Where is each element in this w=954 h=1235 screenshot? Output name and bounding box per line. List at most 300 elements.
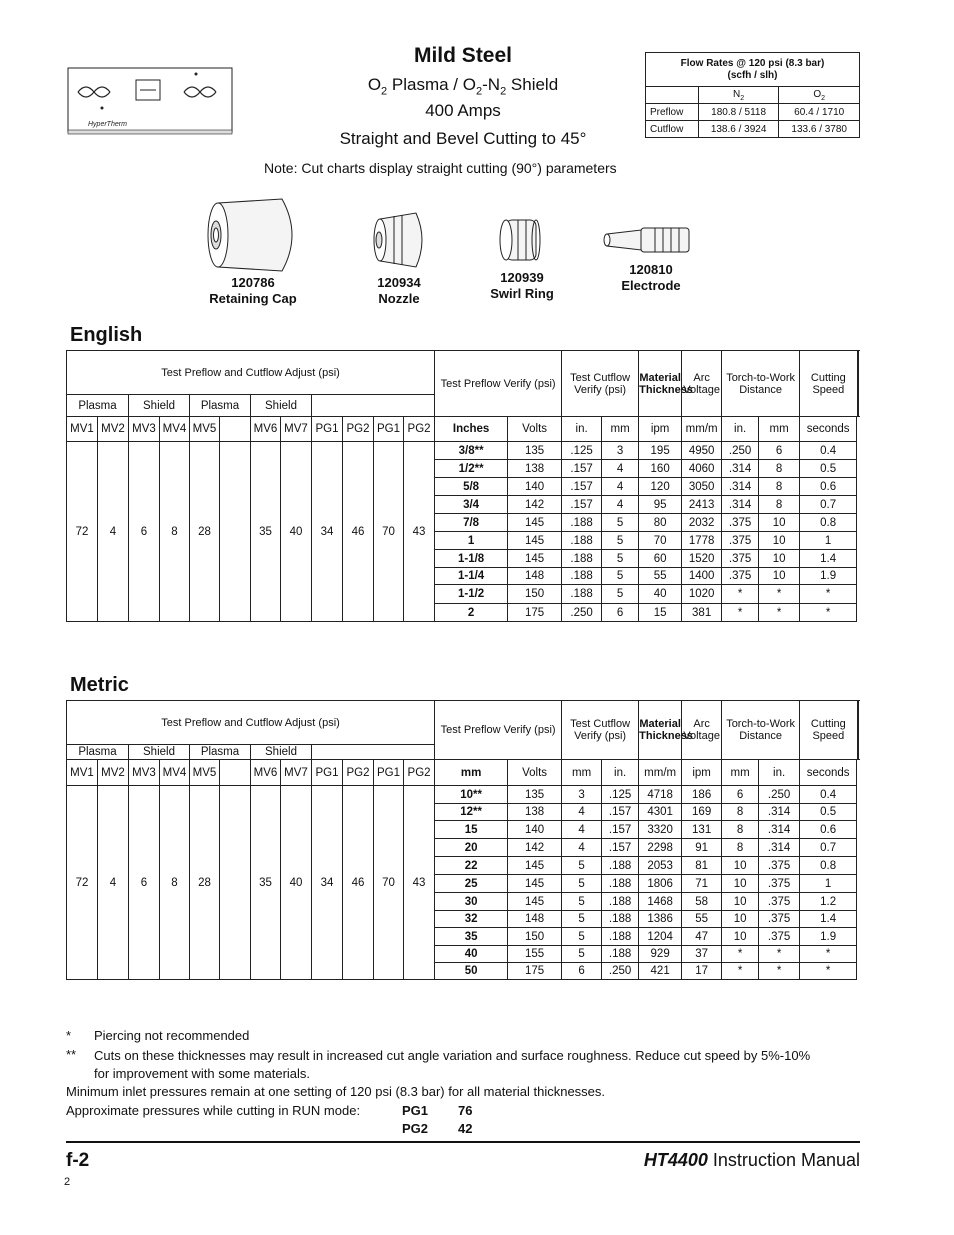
voltage-cell: 150 bbox=[508, 928, 562, 946]
pierce-cell: 0.5 bbox=[800, 804, 857, 821]
iph-cell: 10 bbox=[722, 857, 759, 875]
material-header: Material Thickness bbox=[639, 351, 682, 417]
ttw-cell: .157 bbox=[602, 804, 639, 821]
iph-cell: .314 bbox=[722, 496, 759, 514]
volts-unit: Volts bbox=[508, 760, 562, 786]
setting-blank bbox=[220, 786, 251, 980]
flow-rates-table bbox=[645, 52, 860, 138]
page-number: 2 bbox=[64, 1176, 71, 1188]
ttw-cell: .188 bbox=[562, 550, 602, 568]
voltage-cell: 175 bbox=[508, 604, 562, 622]
n-text: -N bbox=[482, 75, 501, 94]
speed-cell: 1204 bbox=[639, 928, 682, 946]
pierce-cell: 1.2 bbox=[800, 893, 857, 911]
speed-cell: 4950 bbox=[682, 442, 722, 460]
ttw-cell: .157 bbox=[562, 478, 602, 496]
iph-cell: 10 bbox=[759, 514, 800, 532]
flow-row-preflow bbox=[646, 104, 860, 121]
manual-rest: Instruction Manual bbox=[707, 1150, 860, 1170]
flow-n2: 180.8 / 5118 bbox=[698, 104, 779, 121]
pg-spacer bbox=[312, 395, 435, 417]
speed-cell: 58 bbox=[682, 893, 722, 911]
mv6-header: MV6 bbox=[251, 417, 281, 442]
thickness-cell: 32 bbox=[435, 911, 508, 928]
iph-cell: .375 bbox=[722, 532, 759, 550]
speed-cell: 2298 bbox=[639, 839, 682, 857]
speed-cell: 1386 bbox=[639, 911, 682, 928]
setting-mv5: 28 bbox=[190, 786, 220, 980]
speed-cell: 81 bbox=[682, 857, 722, 875]
speed-cell: 91 bbox=[682, 839, 722, 857]
part-number: 120939 bbox=[500, 270, 544, 285]
setting-mv5: 28 bbox=[190, 442, 220, 622]
ttw-cell: 6 bbox=[562, 963, 602, 980]
shield-text: Shield bbox=[506, 75, 559, 94]
part-number: 120786 bbox=[231, 275, 275, 290]
part-nozzle bbox=[354, 205, 444, 307]
pg2-header: PG2 bbox=[343, 760, 374, 786]
volts-unit: Volts bbox=[508, 417, 562, 442]
voltage-cell: 150 bbox=[508, 585, 562, 604]
part-name: Retaining Cap bbox=[209, 291, 297, 306]
plasma-group-header: Plasma bbox=[67, 395, 129, 417]
setting-mv1: 72 bbox=[67, 786, 98, 980]
footnote-star-mark: * bbox=[66, 1028, 72, 1043]
ttw-cell: 5 bbox=[602, 568, 639, 585]
speed-cell: 15 bbox=[639, 604, 682, 622]
plasma-group-header: Plasma bbox=[190, 395, 251, 417]
iph-cell: * bbox=[759, 604, 800, 622]
speed-header: Cutting Speed bbox=[800, 351, 857, 417]
thickness-cell: 2 bbox=[435, 604, 508, 622]
speed-cell: 1806 bbox=[639, 875, 682, 893]
mv6-header: MV6 bbox=[251, 760, 281, 786]
iph-cell: .375 bbox=[722, 514, 759, 532]
thickness-cell: 25 bbox=[435, 875, 508, 893]
setting-mv2: 4 bbox=[98, 786, 129, 980]
speed-unit: mm/m bbox=[639, 760, 682, 786]
part-number: 120934 bbox=[377, 275, 421, 290]
speed-cell: 3320 bbox=[639, 821, 682, 839]
swirl-ring-icon bbox=[492, 210, 552, 270]
flow-o2: 133.6 / 3780 bbox=[779, 121, 860, 138]
ttw-cell: .125 bbox=[562, 442, 602, 460]
ttw-cell: .188 bbox=[602, 911, 639, 928]
ttw-unit: in. bbox=[562, 417, 602, 442]
speed-cell: 131 bbox=[682, 821, 722, 839]
mv1-header: MV1 bbox=[67, 760, 98, 786]
setting-pg2a: 46 bbox=[343, 442, 374, 622]
mv2-header: MV2 bbox=[98, 417, 129, 442]
ttw-cell: 5 bbox=[602, 550, 639, 568]
o2-text: O bbox=[813, 88, 822, 100]
voltage-cell: 142 bbox=[508, 496, 562, 514]
iph-cell: * bbox=[759, 946, 800, 963]
iph-unit: mm bbox=[722, 760, 759, 786]
iph-cell: .314 bbox=[722, 460, 759, 478]
ttw-cell: .250 bbox=[562, 604, 602, 622]
pg2-label: PG2 bbox=[402, 1121, 429, 1136]
pierce-cell: 1.9 bbox=[800, 928, 857, 946]
iph-cell: 8 bbox=[759, 478, 800, 496]
footnote-star-text: Piercing not recommended bbox=[94, 1028, 250, 1043]
test-adjust-header: Test Preflow and Cutflow Adjust (psi) bbox=[67, 351, 435, 395]
ttw-cell: .157 bbox=[562, 496, 602, 514]
voltage-cell: 140 bbox=[508, 821, 562, 839]
iph-cell: 10 bbox=[722, 893, 759, 911]
section-metric: Metric bbox=[70, 674, 129, 696]
speed-unit: mm/m bbox=[682, 417, 722, 442]
speed-cell: 169 bbox=[682, 804, 722, 821]
ttw-cell: 5 bbox=[562, 893, 602, 911]
ttw-cell: 5 bbox=[562, 857, 602, 875]
table-row bbox=[67, 442, 859, 460]
material-header: Material Thickness bbox=[639, 701, 682, 760]
thickness-unit: Inches bbox=[435, 417, 508, 442]
setting-mv3: 6 bbox=[129, 442, 160, 622]
thickness-cell: 5/8 bbox=[435, 478, 508, 496]
speed-cell: 195 bbox=[639, 442, 682, 460]
ttw-cell: .188 bbox=[562, 568, 602, 585]
voltage-cell: 138 bbox=[508, 460, 562, 478]
thickness-cell: 35 bbox=[435, 928, 508, 946]
plasma-group-header: Plasma bbox=[67, 745, 129, 760]
speed-cell: 3050 bbox=[682, 478, 722, 496]
test-preflow-header: Test Preflow Verify (psi) bbox=[435, 351, 562, 417]
iph-cell: 10 bbox=[722, 875, 759, 893]
thickness-cell: 1 bbox=[435, 532, 508, 550]
metric-cut-table bbox=[66, 700, 859, 980]
setting-mv1: 72 bbox=[67, 442, 98, 622]
ttw-cell: .125 bbox=[602, 786, 639, 804]
ttw-cell: 4 bbox=[602, 460, 639, 478]
voltage-cell: 145 bbox=[508, 550, 562, 568]
page-title: Mild Steel bbox=[413, 44, 513, 67]
plasma-group-header: Plasma bbox=[190, 745, 251, 760]
setting-mv7: 40 bbox=[281, 786, 312, 980]
thickness-cell: 50 bbox=[435, 963, 508, 980]
voltage-cell: 148 bbox=[508, 568, 562, 585]
flow-o2: 60.4 / 1710 bbox=[779, 104, 860, 121]
thickness-cell: 12** bbox=[435, 804, 508, 821]
pierce-cell: 0.5 bbox=[800, 460, 857, 478]
mv3-header: MV3 bbox=[129, 417, 160, 442]
test-cutflow-header: Test Cutflow Verify (psi) bbox=[562, 701, 639, 760]
ttw-cell: 5 bbox=[602, 514, 639, 532]
ttw-cell: .188 bbox=[562, 585, 602, 604]
plasma-text: Plasma / O bbox=[387, 75, 476, 94]
flow-label: Cutflow bbox=[646, 121, 699, 138]
ttw-cell: 4 bbox=[562, 839, 602, 857]
ttw-cell: 4 bbox=[562, 821, 602, 839]
voltage-cell: 145 bbox=[508, 857, 562, 875]
setting-mv6: 35 bbox=[251, 442, 281, 622]
pierce-cell: 1 bbox=[800, 532, 857, 550]
arc-voltage-header: Arc Voltage bbox=[682, 351, 722, 417]
test-adjust-header: Test Preflow and Cutflow Adjust (psi) bbox=[67, 701, 435, 745]
iph-cell: .375 bbox=[759, 857, 800, 875]
footnote-approx-pressures: Approximate pressures while cutting in RUN mode: bbox=[66, 1103, 361, 1118]
n2-text: N bbox=[733, 88, 741, 100]
english-cut-table bbox=[66, 350, 859, 622]
subscript: 2 bbox=[475, 85, 483, 98]
speed-cell: 47 bbox=[682, 928, 722, 946]
part-name: Nozzle bbox=[378, 291, 420, 306]
thickness-cell: 3/4 bbox=[435, 496, 508, 514]
setting-pg1b: 70 bbox=[374, 786, 404, 980]
iph-cell: .375 bbox=[759, 911, 800, 928]
ttw-cell: 5 bbox=[562, 875, 602, 893]
footnote-min-inlet: Minimum inlet pressures remain at one setting of 120 psi (8.3 bar) for all material thicknesses. bbox=[66, 1084, 606, 1099]
voltage-cell: 148 bbox=[508, 911, 562, 928]
ttw-cell: 5 bbox=[562, 928, 602, 946]
ttw-cell: .188 bbox=[602, 893, 639, 911]
setting-pg2b: 43 bbox=[404, 786, 435, 980]
iph-cell: 10 bbox=[759, 532, 800, 550]
iph-cell: 8 bbox=[722, 839, 759, 857]
ttw-header: Torch-to-Work Distance bbox=[722, 701, 800, 760]
pg1-header: PG1 bbox=[374, 417, 404, 442]
ttw-unit: mm bbox=[562, 760, 602, 786]
ttw-cell: 6 bbox=[602, 604, 639, 622]
voltage-cell: 145 bbox=[508, 514, 562, 532]
page-id: f-2 bbox=[66, 1150, 90, 1171]
flow-title-text: Flow Rates @ 120 psi (8.3 bar) bbox=[680, 57, 825, 69]
iph-cell: .250 bbox=[759, 786, 800, 804]
iph-unit: mm bbox=[759, 417, 800, 442]
speed-cell: 1520 bbox=[682, 550, 722, 568]
speed-cell: 60 bbox=[639, 550, 682, 568]
thickness-cell: 1-1/2 bbox=[435, 585, 508, 604]
pg2-header: PG2 bbox=[343, 417, 374, 442]
setting-mv2: 4 bbox=[98, 442, 129, 622]
subscript: 2 bbox=[821, 94, 826, 102]
thickness-cell: 20 bbox=[435, 839, 508, 857]
pierce-cell: * bbox=[800, 946, 857, 963]
subscript: 2 bbox=[381, 85, 388, 98]
seconds-unit: seconds bbox=[800, 417, 857, 442]
mv7-header: MV7 bbox=[281, 760, 312, 786]
pierce-cell: 0.7 bbox=[800, 496, 857, 514]
test-cutflow-header: Test Cutflow Verify (psi) bbox=[562, 351, 639, 417]
iph-cell: 6 bbox=[759, 442, 800, 460]
flow-label: Preflow bbox=[646, 104, 699, 121]
thickness-cell: 15 bbox=[435, 821, 508, 839]
voltage-cell: 140 bbox=[508, 478, 562, 496]
thickness-cell: 1-1/8 bbox=[435, 550, 508, 568]
ttw-cell: .188 bbox=[562, 532, 602, 550]
speed-cell: 160 bbox=[639, 460, 682, 478]
setting-pg1a: 34 bbox=[312, 786, 343, 980]
pg2-header: PG2 bbox=[404, 417, 435, 442]
subscript: 2 bbox=[740, 94, 745, 102]
setting-mv4: 8 bbox=[160, 786, 190, 980]
part-electrode bbox=[596, 218, 706, 294]
iph-cell: .314 bbox=[759, 821, 800, 839]
footer-rule bbox=[66, 1141, 860, 1143]
setting-pg2b: 43 bbox=[404, 442, 435, 622]
iph-cell: * bbox=[759, 585, 800, 604]
section-english: English bbox=[70, 324, 143, 346]
nozzle-icon bbox=[364, 205, 434, 275]
iph-cell: 8 bbox=[722, 804, 759, 821]
ttw-cell: .188 bbox=[602, 928, 639, 946]
flow-n2: 138.6 / 3924 bbox=[698, 121, 779, 138]
table-row bbox=[67, 786, 859, 804]
pg1-value: 76 bbox=[458, 1103, 473, 1118]
mv1-header: MV1 bbox=[67, 417, 98, 442]
iph-cell: 6 bbox=[722, 786, 759, 804]
iph-cell: .314 bbox=[759, 804, 800, 821]
setting-mv6: 35 bbox=[251, 786, 281, 980]
speed-cell: 55 bbox=[682, 911, 722, 928]
pierce-cell: 1.9 bbox=[800, 568, 857, 585]
speed-cell: 4718 bbox=[639, 786, 682, 804]
thickness-cell: 1-1/4 bbox=[435, 568, 508, 585]
pierce-cell: 0.4 bbox=[800, 442, 857, 460]
thickness-cell: 40 bbox=[435, 946, 508, 963]
iph-cell: * bbox=[722, 585, 759, 604]
ttw-cell: .188 bbox=[602, 946, 639, 963]
iph-cell: * bbox=[722, 963, 759, 980]
flow-col-n2 bbox=[698, 87, 779, 104]
pierce-cell: * bbox=[800, 585, 857, 604]
iph-cell: * bbox=[722, 604, 759, 622]
setting-mv7: 40 bbox=[281, 442, 312, 622]
speed-cell: 2413 bbox=[682, 496, 722, 514]
manual-brand: HT4400 bbox=[643, 1150, 708, 1170]
pierce-cell: * bbox=[800, 963, 857, 980]
speed-cell: 95 bbox=[639, 496, 682, 514]
ttw-cell: .157 bbox=[602, 839, 639, 857]
speed-cell: 4301 bbox=[639, 804, 682, 821]
pierce-cell: 1.4 bbox=[800, 550, 857, 568]
mv-blank bbox=[220, 760, 251, 786]
seconds-unit: seconds bbox=[800, 760, 857, 786]
pierce-cell: 0.6 bbox=[800, 478, 857, 496]
pg1-header: PG1 bbox=[312, 417, 343, 442]
iph-cell: 10 bbox=[722, 928, 759, 946]
pierce-cell: 0.4 bbox=[800, 786, 857, 804]
mv-blank bbox=[220, 417, 251, 442]
thickness-cell: 7/8 bbox=[435, 514, 508, 532]
pierce-cell: 1 bbox=[800, 875, 857, 893]
part-number: 120810 bbox=[629, 262, 673, 277]
speed-cell: 381 bbox=[682, 604, 722, 622]
arc-voltage-header: Arc Voltage bbox=[682, 701, 722, 760]
pg1-header: PG1 bbox=[374, 760, 404, 786]
setting-mv4: 8 bbox=[160, 442, 190, 622]
iph-cell: 10 bbox=[722, 911, 759, 928]
speed-cell: 421 bbox=[639, 963, 682, 980]
mv5-header: MV5 bbox=[190, 760, 220, 786]
thickness-cell: 30 bbox=[435, 893, 508, 911]
test-preflow-header: Test Preflow Verify (psi) bbox=[435, 701, 562, 760]
ttw-cell: .250 bbox=[602, 963, 639, 980]
thickness-unit: mm bbox=[435, 760, 508, 786]
setting-mv3: 6 bbox=[129, 786, 160, 980]
speed-cell: 929 bbox=[639, 946, 682, 963]
ttw-unit: in. bbox=[602, 760, 639, 786]
iph-cell: 8 bbox=[722, 821, 759, 839]
pg2-header: PG2 bbox=[404, 760, 435, 786]
setting-blank bbox=[220, 442, 251, 622]
voltage-cell: 138 bbox=[508, 804, 562, 821]
voltage-cell: 135 bbox=[508, 786, 562, 804]
shield-group-header: Shield bbox=[129, 395, 190, 417]
iph-cell: .314 bbox=[722, 478, 759, 496]
pierce-cell: 0.6 bbox=[800, 821, 857, 839]
pg1-header: PG1 bbox=[312, 760, 343, 786]
part-swirl-ring bbox=[477, 210, 567, 302]
ttw-cell: .157 bbox=[602, 821, 639, 839]
ttw-cell: 5 bbox=[602, 532, 639, 550]
ttw-cell: 3 bbox=[562, 786, 602, 804]
voltage-cell: 145 bbox=[508, 893, 562, 911]
speed-cell: 55 bbox=[639, 568, 682, 585]
ttw-cell: .157 bbox=[562, 460, 602, 478]
footnote-dstar-mark: ** bbox=[66, 1047, 77, 1062]
ttw-cell: 4 bbox=[562, 804, 602, 821]
pg2-value: 42 bbox=[458, 1121, 473, 1136]
iph-cell: .375 bbox=[759, 875, 800, 893]
speed-cell: 4060 bbox=[682, 460, 722, 478]
iph-cell: 8 bbox=[759, 496, 800, 514]
ttw-cell: 4 bbox=[602, 478, 639, 496]
shield-group-header: Shield bbox=[251, 745, 312, 760]
pierce-cell: 0.8 bbox=[800, 514, 857, 532]
thickness-cell: 22 bbox=[435, 857, 508, 875]
speed-cell: 2032 bbox=[682, 514, 722, 532]
iph-cell: .314 bbox=[759, 839, 800, 857]
retaining-cap-icon bbox=[198, 195, 308, 275]
voltage-cell: 175 bbox=[508, 963, 562, 980]
ttw-unit: mm bbox=[602, 417, 639, 442]
ttw-cell: 3 bbox=[602, 442, 639, 460]
speed-unit: ipm bbox=[639, 417, 682, 442]
flow-units-text: (scfh / slh) bbox=[727, 69, 778, 81]
iph-unit: in. bbox=[722, 417, 759, 442]
pg-spacer bbox=[312, 745, 435, 760]
iph-cell: .375 bbox=[759, 893, 800, 911]
setting-pg1b: 70 bbox=[374, 442, 404, 622]
setting-pg2a: 46 bbox=[343, 786, 374, 980]
iph-cell: * bbox=[759, 963, 800, 980]
ttw-cell: 5 bbox=[562, 946, 602, 963]
amps-subtitle: 400 Amps bbox=[425, 101, 501, 120]
iph-cell: 8 bbox=[759, 460, 800, 478]
iph-cell: * bbox=[722, 946, 759, 963]
part-name: Electrode bbox=[621, 278, 681, 293]
mv5-header: MV5 bbox=[190, 417, 220, 442]
o2-text: O bbox=[367, 75, 382, 94]
subscript: 2 bbox=[500, 85, 507, 98]
manual-title bbox=[644, 1150, 860, 1171]
ttw-cell: .188 bbox=[602, 857, 639, 875]
voltage-cell: 135 bbox=[508, 442, 562, 460]
mv4-header: MV4 bbox=[160, 760, 190, 786]
ttw-header: Torch-to-Work Distance bbox=[722, 351, 800, 417]
torch-brand: HyperTherm bbox=[88, 121, 127, 128]
speed-cell: 1400 bbox=[682, 568, 722, 585]
voltage-cell: 142 bbox=[508, 839, 562, 857]
speed-cell: 17 bbox=[682, 963, 722, 980]
thickness-cell: 1/2** bbox=[435, 460, 508, 478]
torch-console-illustration bbox=[66, 64, 236, 138]
part-name: Swirl Ring bbox=[490, 286, 554, 301]
voltage-cell: 155 bbox=[508, 946, 562, 963]
note-text: Note: Cut charts display straight cutting (90°) parameters bbox=[264, 160, 617, 176]
